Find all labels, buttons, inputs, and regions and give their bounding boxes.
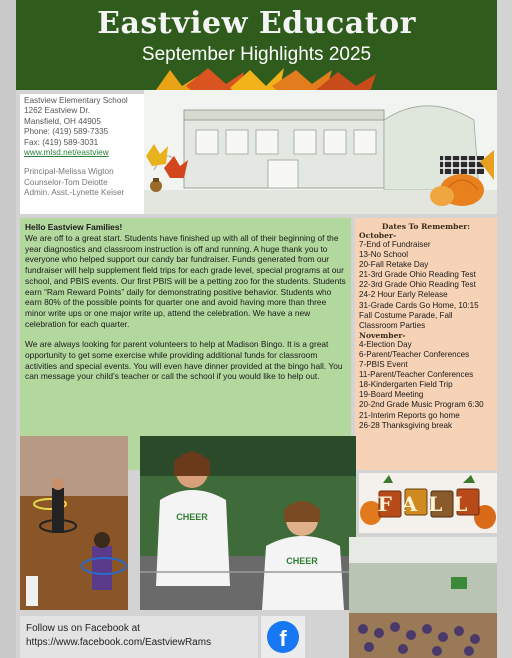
november-event-list [359, 340, 493, 431]
month-november: November- [359, 330, 406, 340]
list-item: 20-Fall Retake Day [359, 260, 429, 270]
gym-assembly-photo [349, 537, 497, 658]
list-item: 19-Board Meeting [359, 390, 424, 400]
facebook-follow-box [20, 616, 258, 658]
staff-assistant: Admin. Asst.-Lynette Keiser [24, 188, 125, 198]
facebook-icon-box[interactable] [261, 616, 305, 658]
facebook-icon [261, 616, 305, 658]
october-event-list [359, 240, 493, 331]
school-info-block [20, 94, 144, 214]
list-item: 21-Interim Reports go home [359, 410, 460, 420]
dates-heading: Dates To Remember: [381, 222, 471, 231]
cheer-girls-photo [140, 436, 356, 610]
school-name: Eastview Elementary School [24, 96, 128, 105]
school-street: 1262 Eastview Dr. [24, 106, 90, 116]
list-item: 21-3rd Grade Ohio Reading Test [359, 270, 476, 280]
list-item: 7-End of Fundraiser [359, 240, 431, 249]
list-item: 6-Parent/Teacher Conferences [359, 349, 470, 359]
list-item: 4-Election Day [359, 339, 412, 349]
newsletter-subtitle: September Highlights 2025 [141, 44, 372, 65]
list-item: 11-Parent/Teacher Conferences [359, 370, 474, 380]
staff-list [24, 167, 140, 198]
list-item: 13-No School [359, 250, 409, 260]
letter-paragraph-1: We are off to a great start. Students have finished up with all of their beginning of the year diagnostics and classroom instruction is off and running. A huge thank you to everyone who helped support our candy bar fundraiser. Funds generated from our fundraiser will help supplement field trips for each grade level, special programs at our school, and PBIS events. Our first PBIS will be a petting zoo for the students. Students earn “Ram Reward Points” daily for demonstrating positive behavior. Students who earn 80% of the possible points for quarter one and avoid having more than three minor write ups or one major write up, attend the celebration. We have a new celebration for each quarter. [25, 233, 346, 329]
list-item: 24-2 Hour Early Release [359, 290, 448, 300]
gym-hula-hoop-photo [20, 436, 128, 610]
school-building-sketch [144, 90, 497, 214]
shirt-text-2: CHEER [286, 556, 318, 566]
facebook-url[interactable]: https://www.facebook.com/EastviewRams [26, 637, 212, 648]
facebook-glyph: f [279, 626, 287, 651]
newsletter-title: Eastview Educator [97, 6, 416, 41]
letter-greeting: Hello Eastview Families! [25, 222, 123, 232]
school-website-link[interactable]: www.mlsd.net/eastview [24, 148, 109, 158]
month-october: October- [359, 231, 397, 240]
list-item: 26-28 Thanksgiving break [359, 420, 452, 430]
school-fax: Fax: (419) 589-3031 [24, 137, 99, 147]
list-item: 31-Grade Cards Go Home, 10:15 Fall Costume Parade, Fall Classroom Parties [359, 300, 479, 330]
list-item: 22-3rd Grade Ohio Reading Test [359, 280, 476, 290]
shirt-text-1: CHEER [176, 512, 208, 522]
school-city: Mansfield, OH 44905 [24, 116, 101, 126]
staff-counselor: Counselor-Tom Deiotte [24, 177, 108, 187]
fall-sign-text: FALL [377, 492, 479, 516]
follow-text: Follow us on Facebook at [26, 623, 140, 634]
newsletter-page [16, 0, 512, 658]
list-item: 20-2nd Grade Music Program 6:30 [359, 400, 484, 410]
fall-sign-graphic [359, 473, 497, 533]
letter-paragraph-2: We are always looking for parent volunteers to help at Madison Bingo. It is a great opportunity to get some exercise while providing additional funds for classroom activities and special events. You will even have dinner provided at the bingo hall. You can message your child’s teacher or call the school if you would like to help out. [25, 339, 343, 382]
family-letter [20, 218, 351, 470]
school-phone: Phone: (419) 589-7335 [24, 127, 109, 137]
staff-principal: Principal-Melissa Wigton [24, 167, 114, 177]
list-item: 7-PBIS Event [359, 360, 408, 370]
list-item: 18-Kindergarten Field Trip [359, 380, 453, 390]
dates-to-remember [355, 218, 497, 470]
